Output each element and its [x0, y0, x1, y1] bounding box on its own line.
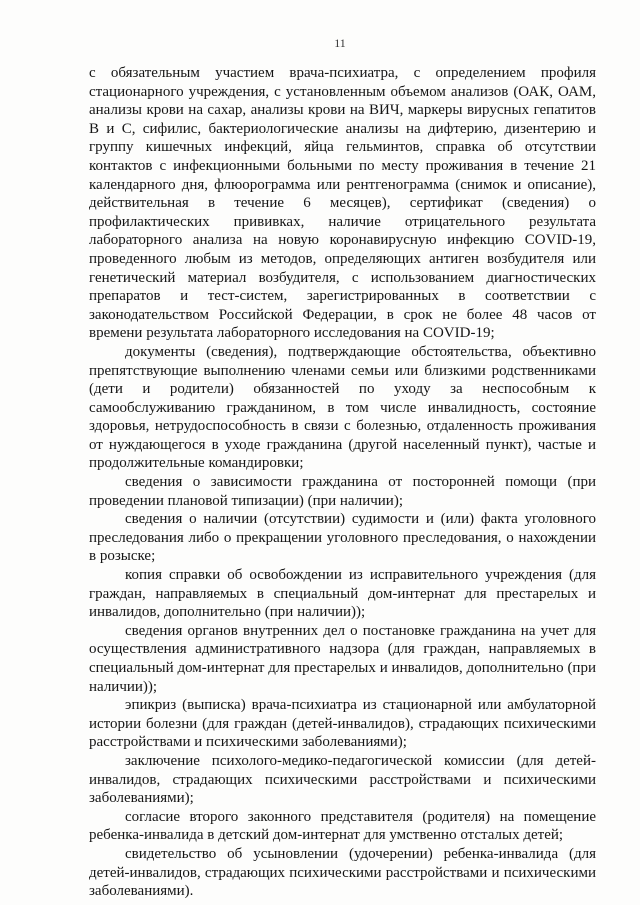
- paragraph-adoption-certificate: свидетельство об усыновлении (удочерении) ребенка-инвалида (для детей-инвалидов, страдающих психическими расстройствами и психическими заболеваниями).: [89, 845, 596, 900]
- paragraph-second-parent-consent: согласие второго законного представителя (родителя) на помещение ребенка-инвалида в детский дом-интернат для умственно отсталых детей;: [89, 808, 596, 844]
- paragraph-dependency-info: сведения о зависимости гражданина от посторонней помощи (при проведении плановой типизации) (при наличии);: [89, 474, 596, 509]
- page-number: 11: [334, 36, 346, 50]
- paragraph-psychiatrist-epicrisis: эпикриз (выписка) врача-психиатра из стационарной или амбулаторной истории болезни (для граждан (детей-инвалидов), страдающих психическими расстройствами и психическими заболеваниями);: [89, 697, 596, 751]
- body-text: [89, 64, 596, 901]
- paragraph-police-supervision: сведения органов внутренних дел о постановке гражданина на учет для осуществления административного надзора (для граждан, направляемых в специальный дом-интернат для престарелых и инвалидов, дополнительно (при наличии));: [89, 622, 596, 695]
- paragraph-criminal-record: сведения о наличии (отсутствии) судимости и (или) факта уголовного преследования либо о прекращении уголовного преследования, о нахождении в розыске;: [89, 511, 596, 565]
- paragraph-lab-tests-continuation: с обязательным участием врача-психиатра, с определением профиля стационарного учреждения, с установленным объемом анализов (ОАК, ОАМ, анализы крови на сахар, анализы крови на ВИЧ, маркеры вирусных гепатитов В и С, сифилис, бактериологические анализы на дифтерию, дизентерию и группу кишечных инфекций, яйца гельминтов, справка об отсутствии контактов с инфекционными больными по месту проживания в течение 21 календарного дня, флюорограмма или рентгенограмма (снимок и описание), действительная в течение 6 месяцев), сертификат (сведения) о профилактических прививках, наличие отрицательного результата лабораторного анализа на новую коронавирусную инфекцию COVID-19, проведенного любым из методов, определяющих антиген возбудителя или генетический материал возбудителя, с использованием диагностических препаратов и тест-систем, зарегистрированных в соответствии с законодательством Российской Федерации, в срок не более 48 часов от времени результата лабораторного исследования на COVID-19;: [89, 65, 596, 342]
- paragraph-release-certificate: копия справки об освобождении из исправительного учреждения (для граждан, направляемых в специальный дом-интернат для престарелых и инвалидов, дополнительно (при наличии));: [89, 567, 596, 621]
- paragraph-obstacle-documents: документы (сведения), подтверждающие обстоятельства, объективно препятствующие выполнению членами семьи или близкими родственниками (дети и родители) обязанностей по уходу за неспособным к самообслуживанию гражданином, в том числе инвалидность, состояние здоровья, нетрудоспособность в связи с болезнью, отдаленность проживания от нуждающегося в уходе гражданина (другой населенный пункт), частые и продолжительные командировки;: [89, 343, 596, 472]
- paragraph-pmpc-conclusion: заключение психолого-медико-педагогической комиссии (для детей-инвалидов, страдающих психическими расстройствами и психическими заболеваниями);: [89, 752, 596, 807]
